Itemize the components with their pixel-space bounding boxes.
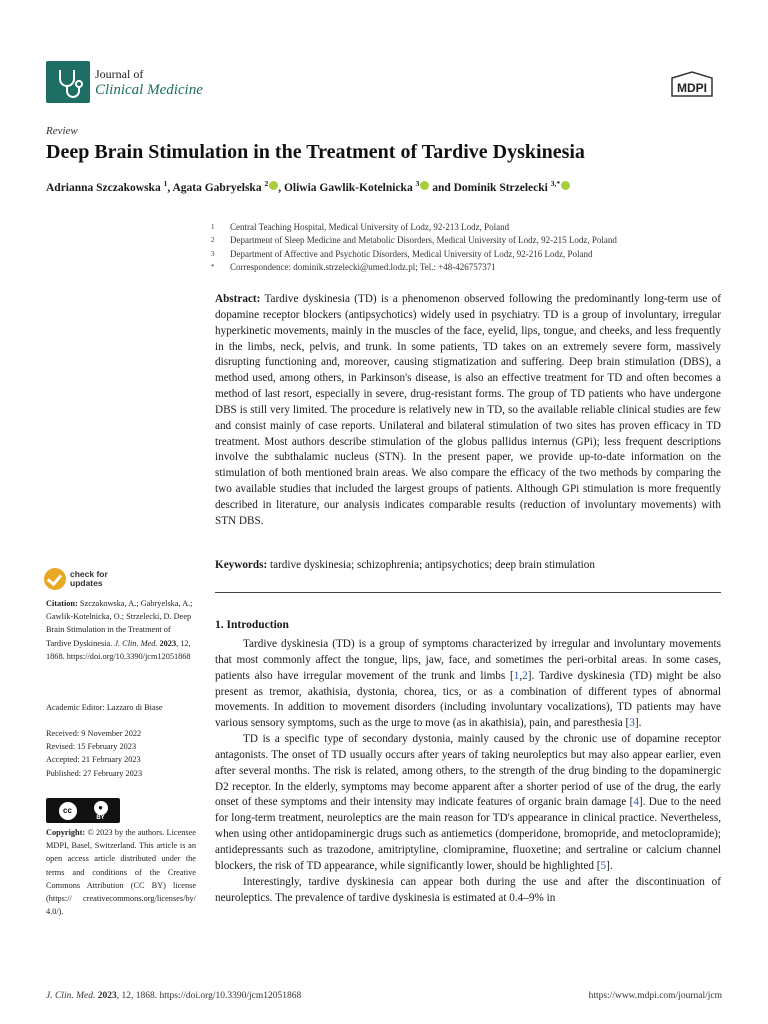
stethoscope-icon [46,61,90,103]
copyright-block [46,826,196,918]
paragraph [215,732,721,875]
article-type: Review [46,125,78,137]
affiliations [211,221,731,274]
paragraph [215,637,721,732]
paragraph-text: ]. [634,717,642,730]
citation-journal: J. Clin. Med. [114,638,158,648]
check-updates-line2: updates [70,578,103,588]
abstract [215,292,721,530]
introduction-body [215,637,721,906]
check-updates-icon [44,568,66,590]
cc-license-badge[interactable] [46,798,120,823]
paragraph-text: ]. Tardive dyskinesia (TD) might be also present as tremor, akathisia, dystonia, chorea, tics, or as a combination of different types of abnormal movements. In addition to movement disorders (including involuntary vocalizations), TD patients may have various sensory symptoms, such as the urge to move (as in akathisia), pain, and paresthesia [ [215,669,721,730]
paragraph-text: ]. [606,859,613,872]
author-affil-mark: 1 [163,179,168,188]
reference-link[interactable]: 3 [629,717,635,730]
journal-name-line1: Journal of [95,67,144,81]
paragraph: Interestingly, tardive dyskinesia can appear both during the use and after the discontinuation of neuroleptics. The prevalence of tardive dyskinesia is estimated at 0.4–9% in [215,875,721,904]
mdpi-logo-text: MDPI [677,81,707,95]
keywords-text: tardive dyskinesia; schizophrenia; antipsychotics; deep brain stimulation [270,559,595,571]
author-name[interactable]: Agata Gabryelska [172,181,262,194]
author-list: Adrianna Szczakowska $^1$, Agata Gabryelska $^2$ , Oliwia Gawlik-Kotelnicka $^3$ and Dominik Strzelecki $^{3,*}$ [46,179,570,194]
person-icon: ● [94,801,108,815]
author-affil-mark: 3,* [550,179,561,188]
abstract-text: Tardive dyskinesia (TD) is a phenomenon observed following the predominantly long-term use of dopamine receptor blockers (antipsychotics) widely used in psychiatry. TD is a group of involuntary, irregular hyperkinetic movements, mainly in the muscles of the face, eyelid, lips, tongue, and cheeks, and less frequently in the limbs, neck, pelvis, and trunk. In some patients, TD takes on an extremely severe form, massively disrupting functioning and, moreover, causing stigmatization and suffering. Deep brain stimulation (DBS), a method used, among others, in Parkinson's disease, is also an effective treatment for TD and often becomes a method of last resort, especially in severe, drug-resistant forms. The group of TD patients who have undergone DBS is still very limited. The procedure is relatively new in TD, so the available reliable clinical studies are few and consist mainly of case reports. Unilateral and bilateral stimulation of two sites has proven efficacy in TD treatment. Most authors describe stimulation of the globus pallidus internus (GPi); less frequent descriptions involve the subthalamic nucleus (STN). In the present paper, we provide up-to-date information on the stimulation of both mentioned brain areas. We also compare the efficacy of the two methods by comparing the two available studies that included the largest groups of patients. Although GPi stimulation is more frequently described in literature, our analysis indicates comparable results (reduction of involuntary movements) with STN DBS. [215,293,721,527]
orcid-icon[interactable] [561,181,570,190]
affiliation-mark: 3 [211,249,215,258]
citation-doi[interactable]: , 12, 1868. https://doi.org/10.3390/jcm12051868 [46,638,191,661]
affiliation-item [211,261,731,274]
paragraph-text: , [519,669,523,682]
author-name[interactable]: Oliwia Gawlik-Kotelnicka [283,181,413,194]
footer-url[interactable]: https://www.mdpi.com/journal/jcm [588,991,722,1001]
correspondence-text[interactable]: Correspondence: dominik.strzelecki@umed.lodz.pl; Tel.: +48-426757371 [230,261,496,272]
reference-link[interactable]: 1 [513,669,520,682]
affiliation-mark: 2 [211,236,215,245]
orcid-icon[interactable] [269,181,278,190]
citation-text: Szczakowska, A.; Gabryelska, A.; Gawlik-Kotelnicka, O.; Strzelecki, D. Deep Brain Stimulation in the Treatment of Tardive Dyskinesia. [46,599,193,648]
journal-logo [46,61,90,103]
citation-block [46,597,196,663]
affiliation-item [211,248,731,261]
reference-link[interactable]: 2 [522,669,528,682]
mdpi-logo [664,70,720,100]
affiliation-mark: 1 [211,223,215,231]
paragraph-text: ]. Due to the need for long-term treatment, neuroleptics are the main reason for TD's appearance in clinical practice. Nevertheless, when using other antidopaminergic drugs such as antiemetics (domperidone, bromopride, and metoclopramide); antidepressants such as trazodone, amitriptyline, clomipramine, fluoxetine; and sertraline or calcium channel blockers, the risk of TD appearance, while significantly lower, should be highlighted [ [215,796,721,872]
footer-citation [46,991,301,1001]
orcid-icon[interactable] [420,181,429,190]
section-divider [215,592,721,593]
affiliation-text: Central Teaching Hospital, Medical University of Lodz, 92-213 Lodz, Poland [230,222,510,232]
date-received: Received: 9 November 2022 [46,729,142,738]
affiliation-mark: * [211,262,215,271]
paragraph-text: Tardive dyskinesia (TD) is a group of symptoms characterized by irregular and involuntary movements that most commonly affect the tongue, lips, jaw, face, and sometimes the peri-orbital areas. In some cases, patients also have irregular movement of the trunk and limbs [ [215,638,721,682]
copyright-label: Copyright: [46,828,86,837]
author-name[interactable]: Dominik Strzelecki [453,181,548,194]
author-affil-mark: 3 [415,179,420,188]
reference-link[interactable]: 4 [633,796,639,809]
affiliation-item [211,234,731,247]
by-block [94,801,108,821]
author-name[interactable]: Adrianna Szczakowska [46,181,161,194]
keywords-label: Keywords: [215,559,268,571]
footer-year: 2023 [97,991,117,1001]
section-heading: 1. Introduction [215,619,289,631]
academic-editor: Academic Editor: Lazzaro di Biase [46,703,163,712]
keywords [215,558,721,574]
paragraph-text: TD is a specific type of secondary dystonia, mainly caused by the chronic use of dopamine receptor antagonists. The onset of TD usually occurs after years of taking neuroleptics but may also appear earlier, even after several months. The risk is related, among others, to the strength of the drug binding to the dopaminergic D2 receptor. In the elderly, symptoms may become apparent after a shorter period of use of the drug, the early onset of these symptoms and their intensity may indicate features of organic brain damage [ [215,733,721,809]
date-published: Published: 27 February 2023 [46,768,143,778]
footer-doi[interactable]: , 12, 1868. https://doi.org/10.3390/jcm12051868 [116,991,302,1001]
journal-name-line2: Clinical Medicine [95,82,203,98]
abstract-label: Abstract: [215,293,261,305]
affiliation-text: Department of Sleep Medicine and Metabolic Disorders, Medical University of Lodz, 92-215 Lodz, Poland [230,235,617,246]
journal-name [95,66,203,98]
date-revised: Revised: 15 February 2023 [46,742,137,752]
dates-block [46,727,196,780]
reference-link[interactable]: 5 [600,859,607,872]
copyright-text: © 2023 by the authors. Licensee MDPI, Basel, Switzerland. This article is an open access article distributed under the terms and conditions of the Creative Commons Attribution (CC BY) license (https:// creativecommons.org/licenses/by/ 4.0/). [46,828,196,917]
citation-year: 2023 [159,638,177,648]
date-accepted: Accepted: 21 February 2023 [46,755,141,765]
footer-journal: J. Clin. Med. [46,991,96,1001]
check-updates-line1: check for [70,569,108,579]
citation-label: Citation: [46,599,78,608]
article-title: Deep Brain Stimulation in the Treatment of Tardive Dyskinesia [46,141,585,163]
cc-icon: cc [59,802,77,820]
affiliation-item [211,221,731,234]
author-and: and [432,181,451,194]
author-affil-mark: 2 [264,179,269,188]
affiliation-text: Department of Affective and Psychotic Disorders, Medical University of Lodz, 92-216 Lodz, Poland [230,248,593,259]
check-for-updates-badge[interactable] [44,568,108,590]
by-label: BY [96,814,105,821]
check-updates-label [70,570,108,588]
